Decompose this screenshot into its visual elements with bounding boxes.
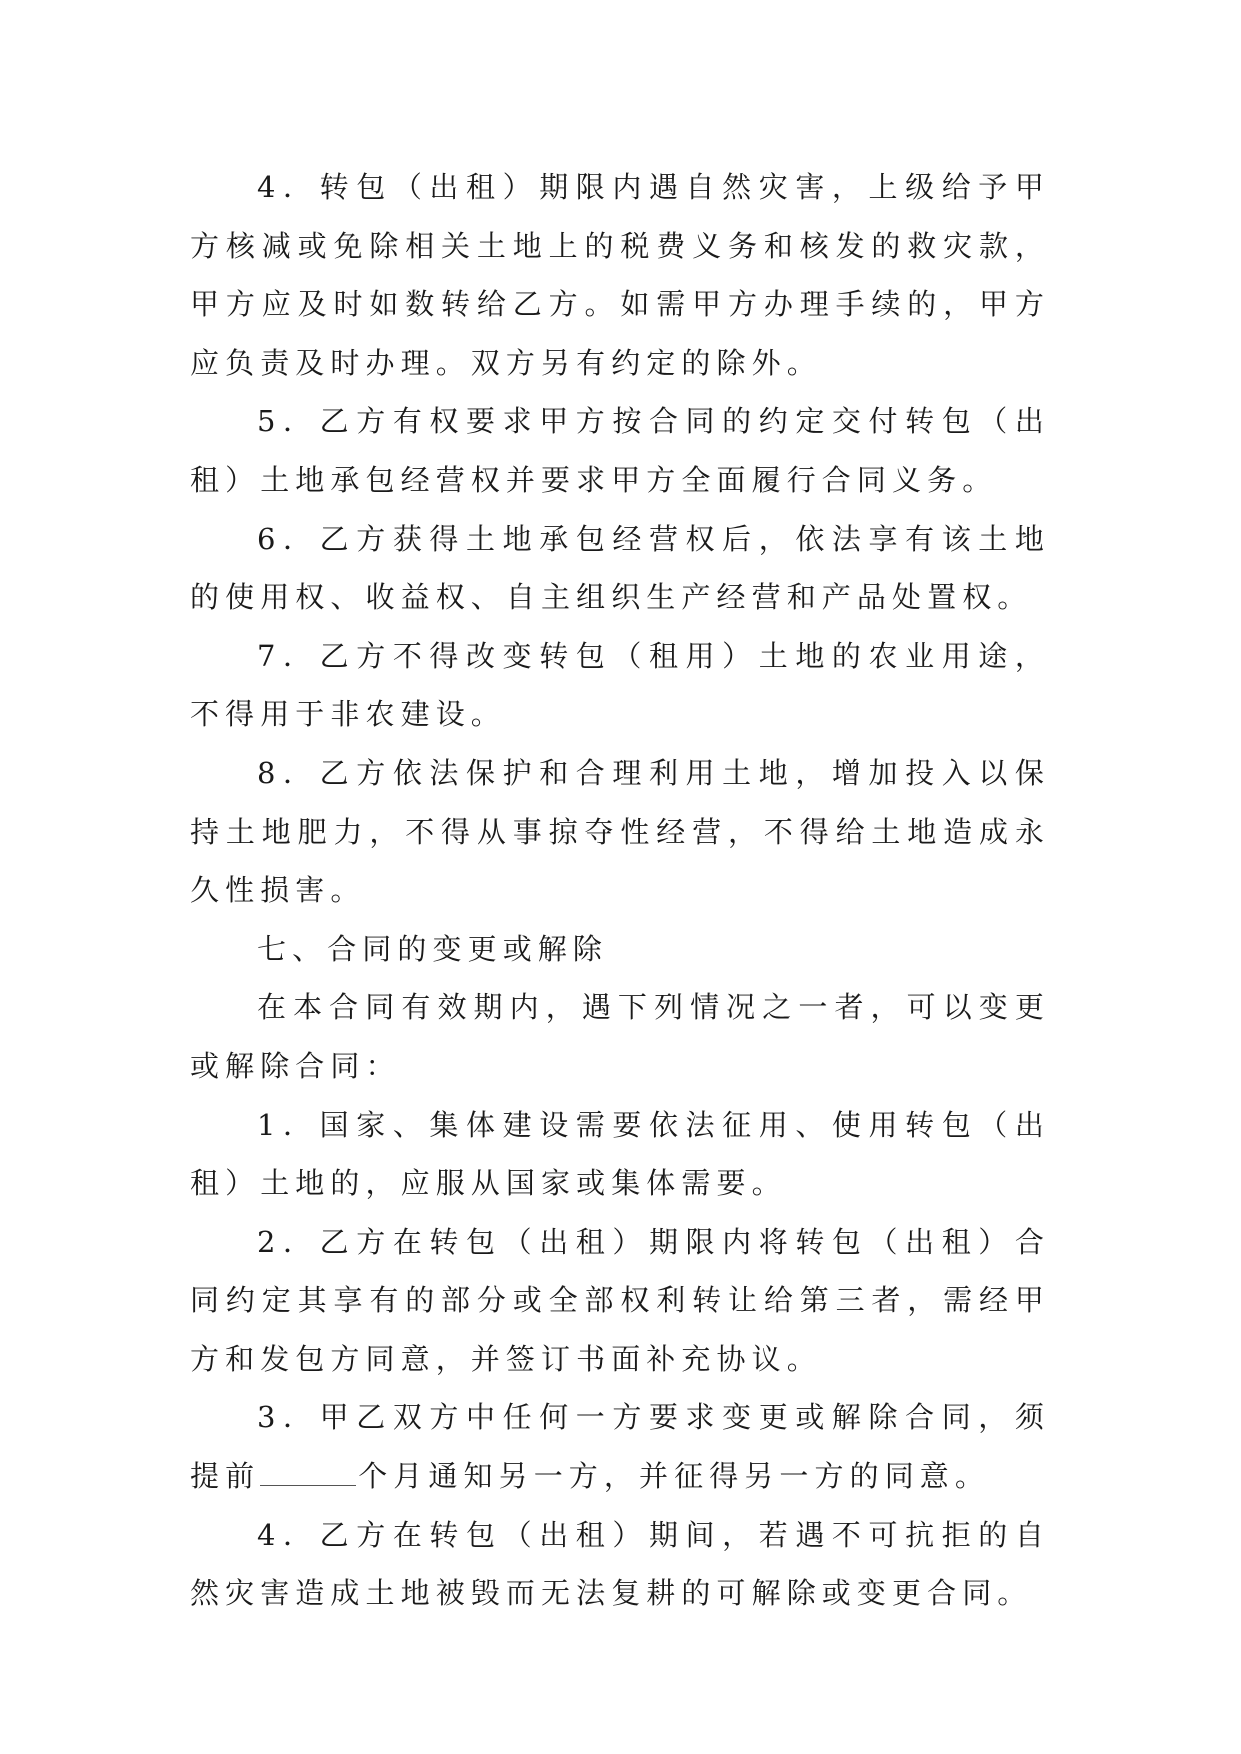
clause-6-4-paragraph: 4．转包（出租）期限内遇自然灾害，上级给予甲方核减或免除相关土地上的税费义务和核发的救灾款，甲方应及时如数转给乙方。如需甲方办理手续的，甲方应负责及时办理。双方另有约定的除外。: [190, 170, 1050, 380]
months-blank-field[interactable]: [260, 1455, 356, 1486]
document-body: [190, 158, 1050, 1623]
section-heading: 七、合同的变更或解除: [257, 931, 609, 966]
clause-6-6-paragraph: 6．乙方获得土地承包经营权后，依法享有该土地的使用权、收益权、自主组织生产经营和产品处置权。: [190, 521, 1050, 615]
clause-7-3-head: 3．甲乙双方中任何一方要求变更或解除合同，须提前: [190, 1400, 1050, 1494]
clause-7-1-paragraph: 1．国家、集体建设需要依法征用、使用转包（出租）土地的，应服从国家或集体需要。: [190, 1107, 1050, 1201]
clause-6-5-paragraph: 5．乙方有权要求甲方按合同的约定交付转包（出租）土地承包经营权并要求甲方全面履行合同义务。: [190, 404, 1050, 497]
clause-7-4-paragraph: 4．乙方在转包（出租）期间，若遇不可抗拒的自然灾害造成土地被毁而无法复耕的可解除或变更合同。: [190, 1517, 1050, 1611]
clause-7-3-paragraph: [190, 1388, 1050, 1505]
section-intro-paragraph: 在本合同有效期内，遇下列情况之一者，可以变更或解除合同：: [190, 990, 1050, 1083]
clause-7-3-tail: 个月通知另一方，并征得另一方的同意。: [358, 1459, 991, 1494]
clause-6-8-paragraph: 8．乙方依法保护和合理利用土地，增加投入以保持土地肥力，不得从事掠夺性经营，不得给土地造成永久性损害。: [190, 755, 1050, 908]
clause-7-2-paragraph: 2．乙方在转包（出租）期限内将转包（出租）合同约定其享有的部分或全部权利转让给第三者，需经甲方和发包方同意，并签订书面补充协议。: [190, 1224, 1050, 1376]
clause-6-7-paragraph: 7．乙方不得改变转包（租用）土地的农业用途，不得用于非农建设。: [190, 638, 1050, 732]
